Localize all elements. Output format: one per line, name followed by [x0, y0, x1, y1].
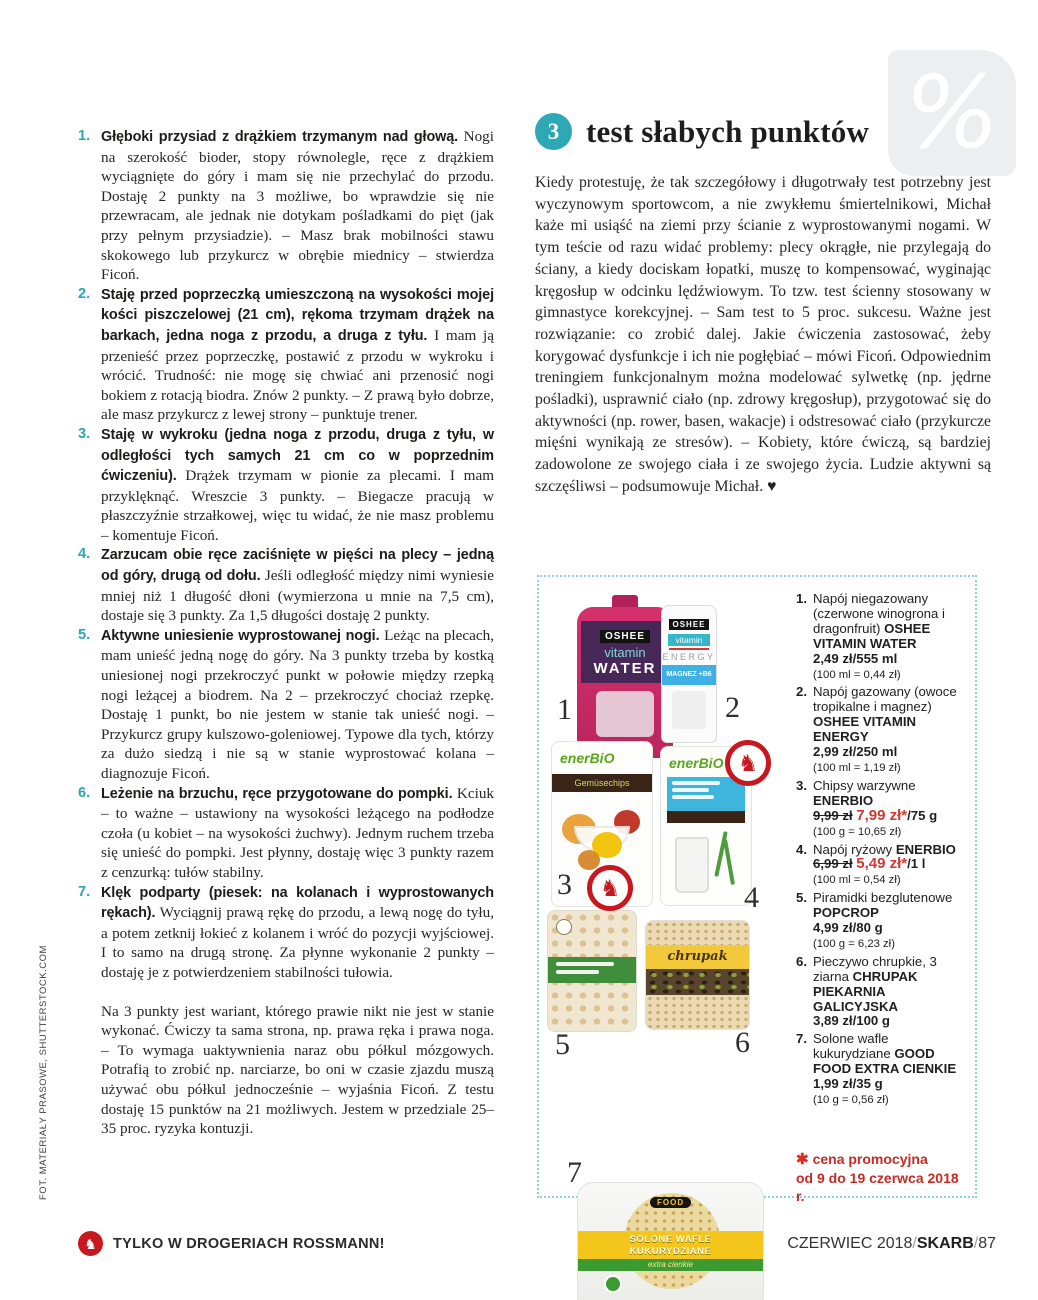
label-line [672, 781, 720, 785]
exercise-list [78, 127, 494, 1139]
product-entry-6 [796, 955, 967, 1030]
product-unit-price: (100 g = 6,23 zł) [813, 937, 895, 950]
section-number-badge [535, 113, 572, 150]
glass-photo-area [661, 823, 751, 909]
product-number: 5 [555, 1028, 570, 1061]
product-desc: Chipsy warzywne [813, 777, 916, 793]
gluten-free-icon [556, 919, 572, 935]
seeds-photo-area [646, 969, 749, 995]
exercise-number: 2. [78, 285, 91, 302]
price-suffix: /75 g [907, 807, 938, 823]
product-price: 3,89 zł/100 g [813, 1013, 890, 1029]
asterisk-icon: ✱ [796, 1150, 809, 1168]
exercise-item-4 [78, 545, 494, 625]
product-price: 2,99 zł/250 ml [813, 744, 898, 760]
product-price-line [813, 857, 967, 872]
product-entry-4 [796, 843, 967, 889]
product-name: CHRUPAK PIEKARNIA GALICYJSKA [813, 968, 918, 1014]
exercise-number: 6. [78, 784, 91, 801]
rossmann-badge-icon: ♞ [587, 865, 633, 911]
separator: / [912, 1234, 917, 1252]
promo-price: 7,99 zł* [856, 806, 908, 824]
old-price: 9,99 zł [813, 807, 853, 823]
enerbio-logo: enerBiO [560, 750, 615, 766]
footer-page-info [787, 1235, 996, 1253]
product-name: ENERBIO [895, 841, 956, 857]
footer-promo [78, 1231, 385, 1256]
vitamin-label: vitamin [668, 634, 710, 646]
rice-drink-label [667, 777, 745, 811]
product-price: 4,99 zł/80 g [813, 920, 883, 936]
footnote-line1: cena promocyjna [812, 1150, 928, 1167]
photo-credit: FOT. MATERIAŁY PRASOWE, SHUTTERSTOCK.COM [38, 945, 49, 1200]
product-desc: Piramidki bezglutenowe [813, 890, 953, 906]
popcrop-band [548, 957, 636, 983]
exercise-body: Leżąc na plecach, mam unieść jedną nogę do góry. Na 3 punkty trzeba by kostką uniesionej nogi przekroczyć punkt w połowie między rzepką nogi leżącej a biodrem. Na 2 – przekroczyć chociaż rzepkę. Dostaję 1 punkt, bo nie jestem w stanie tak unieść nogi. – Przykurcz grupy kulszowo-goleniowej. Typowe dla tych, którzy za dużo siedzą i nie są w stanie wyprostować kolana – diagnozuje Ficoń. [101, 626, 494, 782]
rossmann-badge-icon: ♞ [725, 740, 771, 786]
product-price-list [789, 577, 975, 1204]
exercise-lead: Klęk podparty (piesek: na kolanach i wyprostowanych rękach). [101, 884, 494, 922]
product-unit-price: (100 ml = 1,19 zł) [813, 761, 901, 774]
product-number: 7 [567, 1156, 582, 1189]
product-name: POPCROP [813, 905, 879, 921]
entry-number: 3. [796, 777, 807, 793]
gemuesechips-band: Gemüsechips [552, 774, 652, 792]
product-number: 4 [744, 881, 759, 914]
product-price: 1,99 zł/35 g [813, 1076, 883, 1092]
bottle-label [581, 621, 669, 683]
exercise-body: Drążek trzymam w pionie za plecami. I mam przyklęknąć. Wreszcie 3 punkty. – Biegacze pracują w płaszczyźnie strzałkowej, więc tu widać, że nie masz problemu – komentuje Ficoń. [101, 467, 495, 544]
can-photo-area [672, 691, 706, 729]
exercise-item-1 [78, 127, 494, 285]
exercise-number: 7. [78, 883, 91, 900]
product-desc: Napój ryżowy [813, 841, 896, 857]
product-desc: Solone wafle kukurydziane [813, 1031, 895, 1062]
exercise-body: I mam ją przenieść przez poprzeczkę, postawić z przodu w wykroku i wrócić. Trudność: nie mogę się chwiać ani przenosić nogi bokiem z rotacją biodra. Znów 2 punkty. – Z prawą było dobrze, ale masz przykurcz z lewej strony – punktuje trener. [101, 326, 495, 424]
exercise-body: Wyciągnij prawą rękę do przodu, a lewą nogę do tyłu, a potem zetknij łokieć z kolanem i wróć do pozycji wyjściowej. I to samo na drugą stronę. Za płynne wykonanie 2 punkty – dostaję je z potwierdzeniem stabilności tułowia. [101, 904, 494, 981]
section-number: 3 [547, 118, 560, 144]
price-suffix: /1 l [907, 856, 926, 872]
exercise-item-5 [78, 626, 494, 784]
chrupak-logo: chrupak [667, 949, 728, 964]
page-title: test słabych punktów [586, 113, 870, 149]
exercise-number: 5. [78, 626, 91, 643]
product-photo-popcrop [547, 910, 637, 1032]
label-strip [667, 811, 745, 823]
product-name: OSHEE VITAMIN ENERGY [813, 714, 917, 745]
exercise-number: 3. [78, 425, 91, 442]
product-photo-oshee-energy [661, 605, 717, 743]
footnote-line2: od 9 do 19 czerwca 2018 r. [796, 1169, 959, 1204]
product-number: 6 [735, 1026, 750, 1059]
vitamin-label: vitamin [604, 645, 646, 660]
promo-footnote [796, 1150, 967, 1205]
section-header [535, 113, 991, 150]
magazine-brand: SKARB [916, 1234, 974, 1252]
page-number: 87 [978, 1234, 996, 1252]
product-name: GOOD FOOD EXTRA CIENKIE [813, 1046, 957, 1077]
exercise-lead: Aktywne uniesienie wyprostowanej nogi. [101, 627, 380, 644]
bio-icon [604, 1275, 622, 1293]
product-photos [539, 577, 789, 1269]
exercise-item-3 [78, 425, 494, 546]
exercise-lead: Zarzucam obie ręce zaciśnięte w pięści na plecy – jedną od góry, drugą od dołu. [101, 547, 494, 585]
entry-number: 1. [796, 591, 807, 606]
chip-shape [578, 850, 600, 870]
product-price: 2,49 zł/555 ml [813, 650, 898, 666]
product-entry-5 [796, 891, 967, 952]
exercise-body: Kciuk – to ważne – ustawiony na wysokości leżącego na podłodze czoła (u kobiet – na wysokości żuchwy). Jednym ruchem trzeba się unieść do pompki. Jest płynny, dostaję więc 3 punkty razem z cenzurką: tułów stabilny. [101, 784, 495, 881]
product-desc: Napój gazowany (owoce tropikalne i magnez) [813, 684, 957, 715]
label-line [556, 970, 599, 974]
entry-number: 6. [796, 953, 807, 969]
exercise-body: Nogi na szerokość bioder, stopy równolegle, ręce z drążkiem wyciągnięte do góry i mam się nie przechylać do przodu. Dostaję 2 punkty na 3 możliwe, bo wprawdzie się nie przewracam, ale jednak nie dotykam pośladkami do pięt (jak przy pełnym przysiadzie). – Masz brak mobilności stawu skokowego lub przykurcz w obrębie miednicy – stwierdza Ficoń. [101, 128, 494, 284]
energy-label: ENERGY [662, 652, 716, 662]
exercise-item-6 [78, 784, 494, 883]
good-food-logo: FOOD [650, 1197, 691, 1208]
product-unit-price: (100 g = 10,65 zł) [813, 825, 902, 838]
footer-promo-text: TYLKO W DROGERIACH ROSSMANN! [113, 1235, 385, 1252]
issue-label: CZERWIEC 2018 [787, 1234, 913, 1252]
percent-badge-icon: % [888, 50, 1016, 176]
product-unit-price: (10 g = 0,56 zł) [813, 1094, 889, 1106]
exercise-number: 1. [78, 128, 91, 144]
old-price: 6,99 zł [813, 856, 853, 872]
exercise-lead: Staję przed poprzeczką umieszczoną na wysokości mojej kości piszczelowej (21 cm), rękoma trzymam drążek na barkach, jedna noga z przodu, a druga z tyłu. [101, 286, 494, 344]
crispbread-texture [646, 921, 749, 945]
extra-cienkie-band: extra cienkie [578, 1259, 763, 1271]
exercise-body: Jeśli odległość między nimi wyniesie mniej niż 1 długość dłoni (wymierzona u mnie na 7,5 cm), dostaje się 3 punkty. Za 1,5 długości dostaję 2 punkty. [101, 567, 495, 625]
can-body [661, 605, 717, 743]
exercise-number: 4. [78, 546, 91, 563]
wafle-band-line2: KUKURYDZIANE [629, 1246, 712, 1257]
bottle-photo-area [596, 691, 654, 737]
bottle-cap [612, 595, 638, 607]
intro-paragraph: Kiedy protestuję, że tak szczegółowy i długotrwały test potrzebny jest wyczynowym sportowcom, a nie zwykłemu śmiertelnikowi, Michał każe mi usiąść na ziemi przy ścianie z wyprostowanymi nogami. W tym teście od razu widać problemy: plecy okrągłe, nie przylegają do ściany, a kiedy dociskam łopatki, muszę to kompensować, wyginając kręgosłup w odcinku lędźwiowym. To tzw. test ścienny stosowany w gimnastyce korekcyjnej. – Sam test to 5 proc. sukcesu. Ważne jest rozwiązanie: co zrobić dalej. Jakie ćwiczenia zastosować, żeby korygować dysfunkcje i ich nie pogłębiać – mówi Ficoń. Odpowiednim treningiem funkcjonalnym można modelować sylwetkę (np. jędrne pośladki), usprawnić ciało (np. zdrowy kręgosłup), przygotować się do aktywności (np. rower, basen, wakacje) i odstresować ciało (przykurcze mięśni wynikają ze stresów). – Kobiety, które ćwiczą, są bardziej zadowolone ze swojego ciała i ze swojego życia. Ludzie aktywni są szczęśliwsi – podsumowuje Michał. ♥ [535, 174, 991, 495]
product-number: 1 [557, 693, 572, 726]
promo-price: 5,49 zł* [856, 855, 908, 873]
milk-glass-shape [675, 837, 709, 893]
product-entry-2 [796, 685, 967, 775]
product-entry-1 [796, 592, 967, 682]
product-number: 3 [557, 868, 572, 901]
plant-sprig [723, 839, 735, 885]
oshee-logo: OSHEE [669, 619, 708, 630]
exercise-lead: Staję w wykroku (jedna noga z przodu, druga z tyłu, w odległości tych samych 21 cm co w poprzednim ćwiczeniu). [101, 426, 494, 485]
label-line [556, 962, 614, 966]
exercise-lead: Leżenie na brzuchu, ręce przygotowane do pompki. [101, 785, 453, 802]
exercise-lead: Głęboki przysiad z drążkiem trzymanym nad głową. [101, 129, 459, 145]
product-photo-chrupak [645, 920, 750, 1030]
enerbio-logo: enerBiO [669, 755, 724, 771]
water-label: WATER [593, 660, 657, 677]
entry-number: 5. [796, 890, 807, 906]
magnez-band: MAGNEZ +B6 [662, 665, 716, 685]
wafle-band-line1: SOLONE WAFLE [629, 1234, 712, 1245]
rossmann-logo-icon: ♞ [78, 1231, 103, 1256]
closing-paragraph: Na 3 punkty jest wariant, którego prawie nikt nie jest w stanie wykonać. Ćwiczy ta sama strona, np. prawa ręka i prawa noga. – To wymaga uaktywnienia naraz obu półkul mózgowych. Potrafią to zrobić np. narciarze, bo oni w czasie zjazdu muszą używać obu półkul jednocześnie – wyjaśnia Ficoń. Z testu dostaję 15 punktów na 21 możliwych. Jestem w przedziale 25–35 proc. ryzyka kontuzji. [101, 1002, 494, 1138]
page-footer [78, 1231, 996, 1256]
product-photo-oshee-water [577, 595, 673, 758]
product-number: 2 [725, 691, 740, 724]
entry-number: 7. [796, 1031, 807, 1047]
article-section [535, 113, 991, 498]
oshee-logo: OSHEE [600, 630, 650, 643]
product-desc: Napój niegazowany (czerwone winogrona i dragonfruit) [813, 591, 945, 636]
product-entry-3 [796, 779, 967, 840]
product-name: ENERBIO [813, 792, 874, 808]
separator: / [973, 1234, 979, 1252]
product-entry-7 [796, 1032, 967, 1108]
divider [669, 648, 709, 650]
bottle-body [577, 607, 673, 758]
entry-number: 4. [796, 841, 807, 857]
label-line [672, 788, 709, 792]
entry-number: 2. [796, 684, 807, 700]
product-unit-price: (100 ml = 0,44 zł) [813, 668, 901, 681]
product-name: OSHEE VITAMIN WATER [813, 620, 931, 651]
exercise-item-2 [78, 285, 494, 425]
product-desc: Pieczywo chrupkie, 3 ziarna [813, 953, 937, 984]
product-unit-price: (100 ml = 0,54 zł) [813, 874, 901, 887]
exercise-item-7 [78, 883, 494, 983]
chrupak-band [646, 945, 749, 969]
label-line [672, 795, 714, 799]
crispbread-texture [646, 995, 749, 1029]
product-price-line [813, 806, 967, 824]
